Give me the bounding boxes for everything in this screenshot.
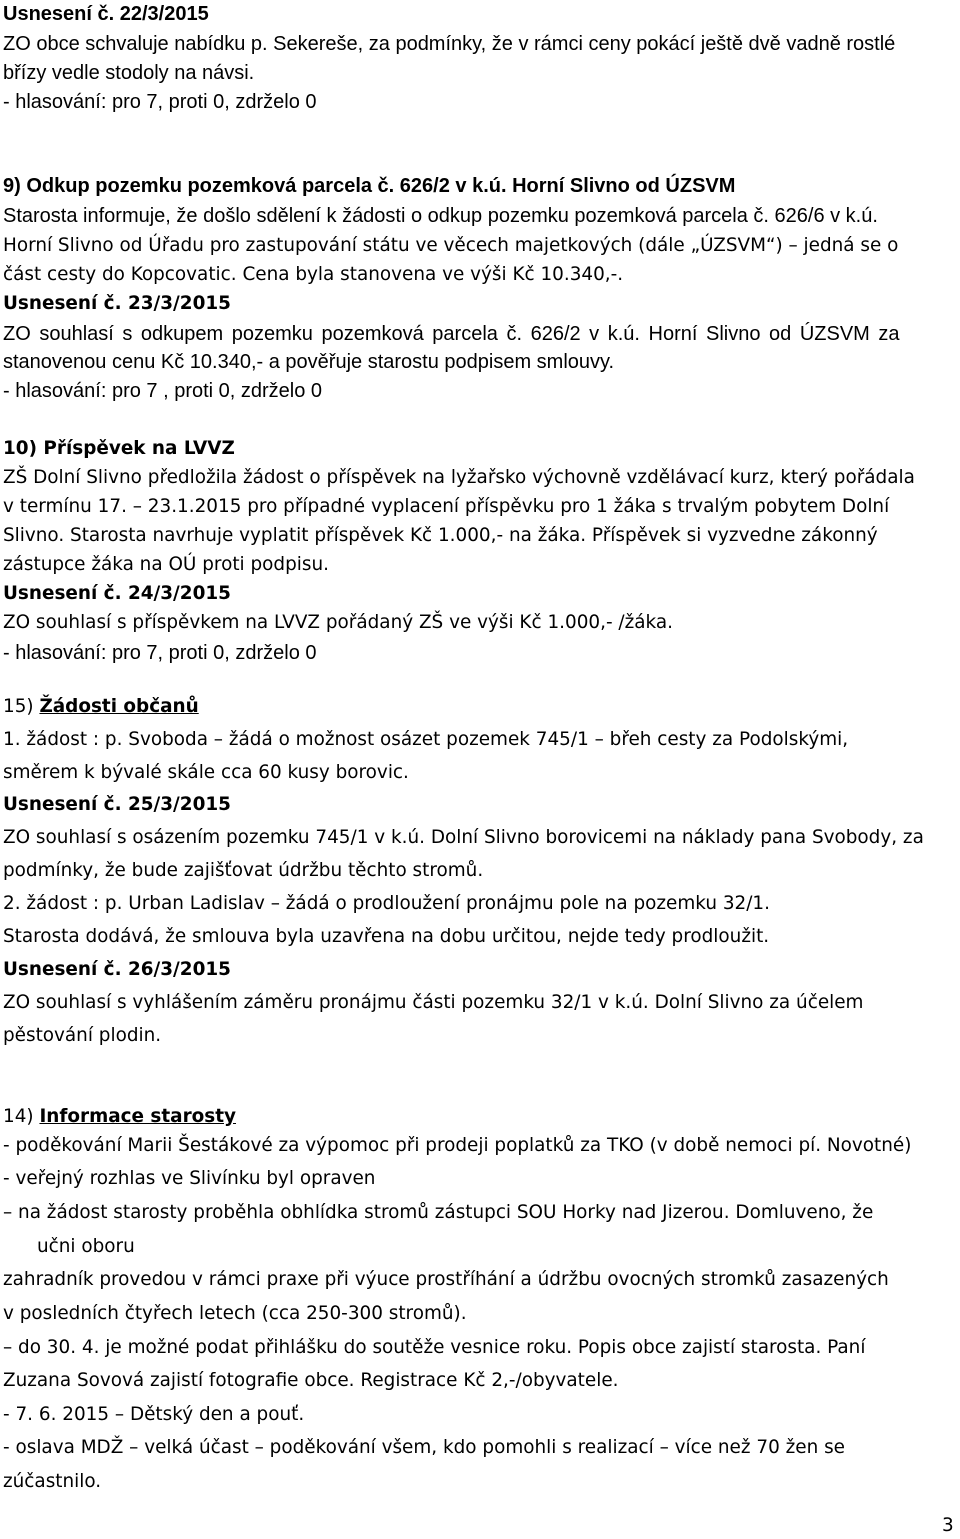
vote-line: - hlasování: pro 7, proti 0, zdrželo 0: [3, 91, 317, 113]
paragraph-line: 1. žádost : p. Svoboda – žádá o možnost osázet pozemek 745/1 – břeh cesty za Podolskými,: [3, 729, 849, 750]
paragraph-line: břízy vedle stodoly na návsi.: [3, 62, 255, 84]
paragraph-line: zástupce žáka na OÚ proti podpisu.: [3, 554, 329, 575]
paragraph-line: zúčastnilo.: [3, 1471, 102, 1492]
paragraph-line: v termínu 17. – 23.1.2015 pro případné vyplacení příspěvku pro 1 žáka s trvalým pobytem Dolní: [3, 496, 890, 517]
resolution-heading: Usnesení č. 24/3/2015: [3, 583, 231, 604]
page-number: 3: [942, 1515, 954, 1536]
vote-line: - hlasování: pro 7, proti 0, zdrželo 0: [3, 642, 317, 664]
paragraph-line: - oslava MDŽ – velká účast – poděkování všem, kdo pomohli s realizací – více než 70 žen se: [3, 1437, 845, 1458]
paragraph-line: 2. žádost : p. Urban Ladislav – žádá o prodloužení pronájmu pole na pozemku 32/1.: [3, 893, 770, 914]
section-title: Informace starosty: [39, 1106, 237, 1127]
paragraph-line: Starosta dodává, že smlouva byla uzavřena na dobu určitou, nejde tedy prodloužit.: [3, 926, 770, 947]
paragraph-line: Zuzana Sovová zajistí fotografie obce. Registrace Kč 2,-/obyvatele.: [3, 1370, 619, 1391]
paragraph-line: v posledních čtyřech letech (cca 250-300 stromů).: [3, 1303, 467, 1324]
paragraph-line: stanovenou cenu Kč 10.340,- a pověřuje starostu podpisem smlouvy.: [3, 351, 615, 373]
paragraph-line: ZO souhlasí s odkupem pozemku pozemková parcela č. 626/2 v k.ú. Horní Slivno od ÚZSVM za: [3, 323, 900, 345]
paragraph-line: učni oboru: [37, 1236, 135, 1257]
paragraph-line: – do 30. 4. je možné podat přihlášku do soutěže vesnice roku. Popis obce zajistí starosta. Paní: [3, 1337, 866, 1358]
paragraph-line: zahradník provedou v rámci praxe při výuce prostříhání a údržbu ovocných stromků zasazených: [3, 1269, 889, 1290]
paragraph-line: - veřejný rozhlas ve Slivínku byl opraven: [3, 1168, 376, 1189]
paragraph-line: – na žádost starosty proběhla obhlídka stromů zástupci SOU Horky nad Jizerou. Domluveno, že: [3, 1202, 874, 1223]
paragraph-line: ZO souhlasí s vyhlášením záměru pronájmu části pozemku 32/1 v k.ú. Dolní Slivno za účelem: [3, 992, 864, 1013]
paragraph-line: pěstování plodin.: [3, 1025, 162, 1046]
section-number: 14): [3, 1106, 40, 1127]
paragraph-line: ZO souhlasí s osázením pozemku 745/1 v k.ú. Dolní Slivno borovicemi na náklady pana Svobody, za: [3, 827, 924, 848]
paragraph-line: ZŠ Dolní Slivno předložila žádost o příspěvek na lyžařsko výchovně vzdělávací kurz, který pořádala: [3, 467, 915, 488]
vote-line: - hlasování: pro 7 , proti 0, zdrželo 0: [3, 380, 323, 402]
resolution-heading: Usnesení č. 26/3/2015: [3, 959, 231, 980]
paragraph-line: ZO obce schvaluje nabídku p. Sekereše, za podmínky, že v rámci ceny pokácí ještě dvě vadně rostlé: [3, 33, 896, 55]
paragraph-line: - poděkování Marii Šestákové za výpomoc při prodeji poplatků za TKO (v době nemoci pí. Novotné): [3, 1135, 912, 1156]
section-heading: 10) Příspěvek na LVVZ: [3, 438, 235, 459]
paragraph-line: ZO souhlasí s příspěvkem na LVVZ pořádaný ZŠ ve výši Kč 1.000,- /žáka.: [3, 612, 673, 633]
paragraph-line: Horní Slivno od Úřadu pro zastupování státu ve věcech majetkových (dále „ÚZSVM“) – jedná se o: [3, 235, 899, 256]
paragraph-line: Starosta informuje, že došlo sdělení k žádosti o odkup pozemku pozemková parcela č. 626/6 v k.ú.: [3, 205, 878, 227]
section-heading: [3, 698, 199, 716]
resolution-heading: Usnesení č. 23/3/2015: [3, 293, 231, 314]
section-title: Žádosti občanů: [39, 696, 199, 717]
resolution-heading: Usnesení č. 25/3/2015: [3, 794, 231, 815]
section-number: 15): [3, 696, 40, 717]
section-heading: [3, 1108, 236, 1126]
paragraph-line: - 7. 6. 2015 – Dětský den a pouť.: [3, 1404, 305, 1425]
paragraph-line: část cesty do Kopcovatic. Cena byla stanovena ve výši Kč 10.340,-.: [3, 264, 624, 285]
paragraph-line: Slivno. Starosta navrhuje vyplatit příspěvek Kč 1.000,- na žáka. Příspěvek si vyzvedne zákonný: [3, 525, 878, 546]
paragraph-line: podmínky, že bude zajišťovat údržbu těchto stromů.: [3, 860, 484, 881]
paragraph-line: směrem k bývalé skále cca 60 kusy borovic.: [3, 762, 409, 783]
resolution-heading: Usnesení č. 22/3/2015: [3, 3, 209, 25]
section-heading: 9) Odkup pozemku pozemková parcela č. 626/2 v k.ú. Horní Slivno od ÚZSVM: [3, 175, 736, 197]
